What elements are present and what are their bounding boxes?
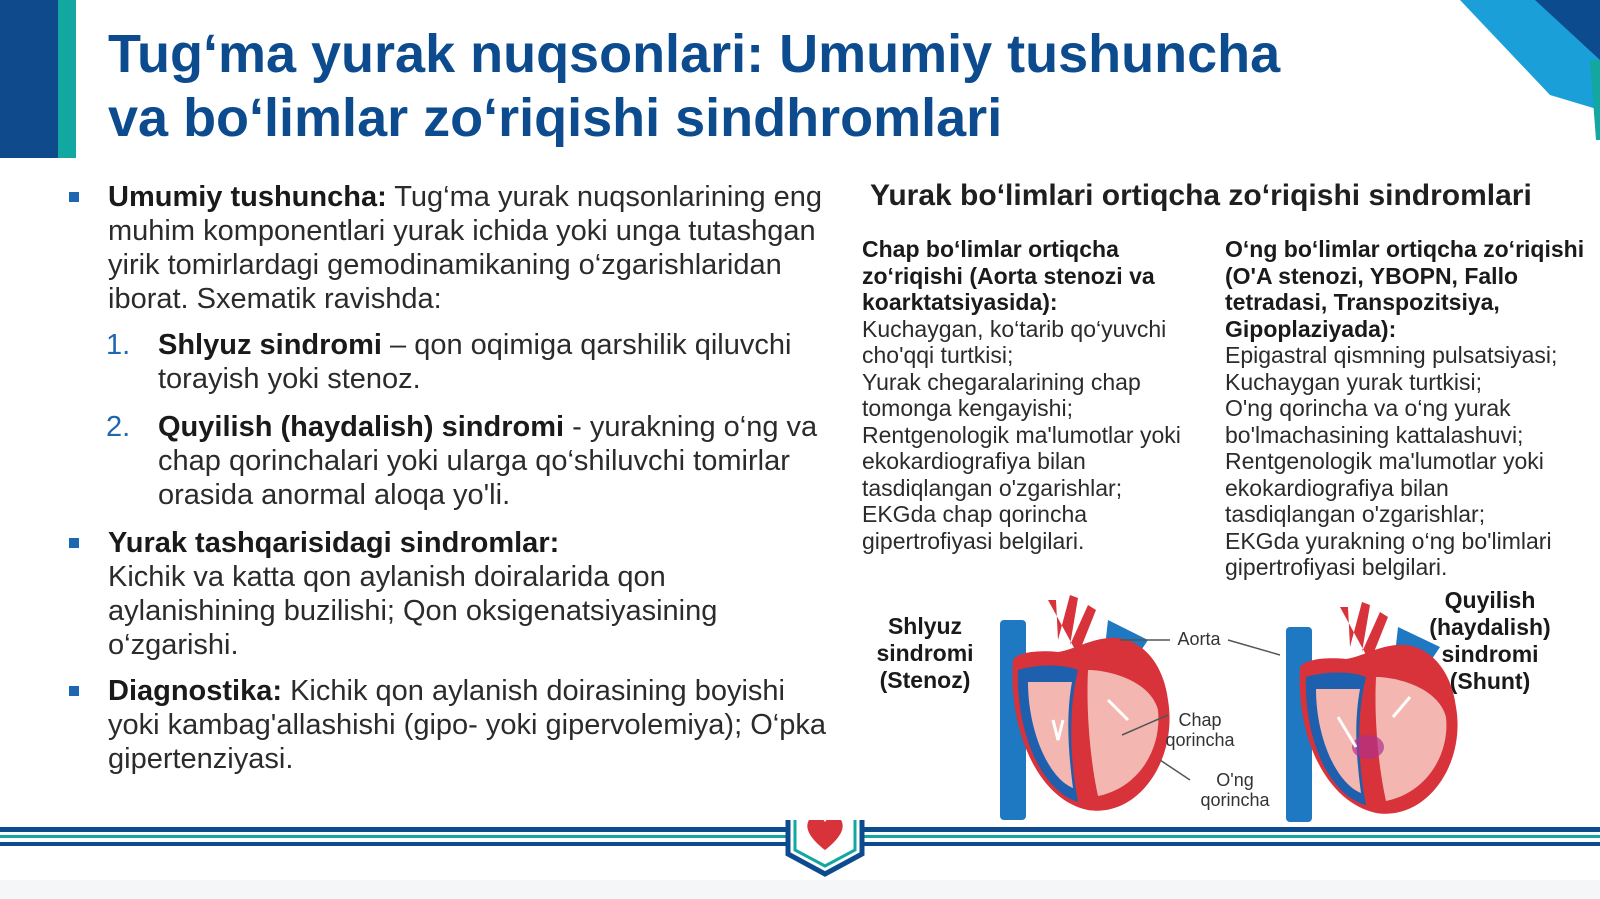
shunt-label-line: (haydalish) <box>1429 614 1551 640</box>
right-ventricle-label <box>1190 770 1280 810</box>
left-overload-line: Yurak chegaralarining chap tomonga kengayishi; <box>862 368 1141 421</box>
bullet-diagnostics <box>66 674 826 776</box>
right-ventricle-label-line: O'ng <box>1216 770 1254 790</box>
right-overload-line: tasdiqlangan o'zgarishlar; <box>1225 501 1486 527</box>
aorta-label: Aorta <box>1177 629 1221 649</box>
bullet-square-icon <box>69 686 79 696</box>
item-number: 2. <box>106 411 131 443</box>
left-overload-line: Kuchaygan, ko‘tarib qo‘yuvchi cho'qqi turtkisi; <box>862 315 1167 368</box>
left-accent-stripe <box>58 0 76 158</box>
corner-decoration <box>1440 0 1600 160</box>
left-ventricle-label <box>1155 710 1245 750</box>
right-overload-column <box>1225 236 1585 581</box>
right-overload-line: Epigastral qismning pulsatsiyasi; <box>1225 342 1558 368</box>
item-text: – qon oqimiga qarshilik qiluvchi torayish yoki stenoz. <box>158 329 792 395</box>
right-overload-line: EKGda yurakning o‘ng bo'limlari <box>1225 527 1552 554</box>
general-concepts <box>66 180 826 788</box>
right-overload-head-line: Gipoplaziyada): <box>1225 315 1397 342</box>
shunt-label-line: (Shunt) <box>1449 668 1531 694</box>
left-overload-line: Rentgenologik ma'lumotlar yoki ekokardiografiya bilan tasdiqlangan o'zgarishlar; <box>862 421 1181 501</box>
bullet-diagnostics-text: Kichik qon aylanish doirasining boyishi yoki kambag'allashishi (gipo- yoki gipervolemiya); O‘pka gipertenziyasi. <box>108 675 826 775</box>
bullet-general <box>66 180 826 316</box>
stenosis-label-line: sindromi <box>876 640 974 666</box>
bullet-extracardiac-text: Kichik va katta qon aylanish doiralarida qon aylanishining buzilishi; Qon oksigenatsiyasining o‘zgarishi. <box>108 561 718 661</box>
right-overload-line: gipertrofiyasi belgilari. <box>1225 554 1448 580</box>
right-overload-line: bo'lmachasining kattalashuvi; <box>1225 421 1524 448</box>
numbered-item-1 <box>66 328 826 396</box>
stenosis-label-line: Shlyuz <box>887 613 963 639</box>
item-head: Quyilish (haydalish) sindromi <box>158 411 565 443</box>
title-line-2: va bo‘limlar zo‘riqishi sindhromlari <box>108 88 1003 148</box>
left-accent-bar <box>0 0 58 158</box>
left-ventricle-label-line: Chap <box>1178 710 1222 730</box>
right-overload-head-line: (O'A stenozi, YBOPN, Fallo <box>1225 262 1519 289</box>
overload-syndromes-title: Yurak bo‘limlari ortiqcha zo‘riqishi sindromlari <box>870 179 1532 212</box>
right-overload-line: ekokardiografiya bilan <box>1225 474 1449 501</box>
right-overload-line: O'ng qorincha va o‘ng yurak <box>1225 395 1511 421</box>
left-overload-line: EKGda chap qorincha gipertrofiyasi belgilari. <box>862 501 1088 554</box>
item-number: 1. <box>106 329 131 361</box>
bullet-general-text: Tug‘ma yurak nuqsonlarining eng muhim komponentlari yurak ichida yoki unga tutashgan yirik tomirlardagi gemodinamikaning o‘zgarishlaridan iborat. Sxematik ravishda: <box>108 181 823 315</box>
title-line-1: Tug‘ma yurak nuqsonlari: Umumiy tushuncha <box>108 24 1281 84</box>
shunt-label-line: Quyilish <box>1444 587 1536 613</box>
right-overload-line: Kuchaygan yurak turtkisi; <box>1225 368 1482 395</box>
bullet-square-icon <box>69 538 79 548</box>
page-title <box>108 22 1428 150</box>
bullet-extracardiac-head: Yurak tashqarisidagi sindromlar: <box>108 527 560 559</box>
bullet-diagnostics-head: Diagnostika: <box>108 675 283 707</box>
right-overload-head-line: tetradasi, Transpozitsiya, <box>1225 289 1500 315</box>
left-overload-head: Chap bo‘limlar ortiqcha zo‘riqishi (Aorta stenozi va koarktatsiyasida): <box>862 236 1155 315</box>
item-head: Shlyuz sindromi <box>158 329 382 361</box>
left-ventricle-label-line: qorincha <box>1165 730 1235 750</box>
bullet-extracardiac <box>66 526 826 662</box>
bullet-general-head: Umumiy tushuncha: <box>108 181 387 213</box>
numbered-item-2 <box>66 410 826 512</box>
right-overload-line: Rentgenologik ma'lumotlar yoki <box>1225 448 1544 474</box>
footer-band <box>0 820 1600 899</box>
right-overload-head-line: O‘ng bo‘limlar ortiqcha zo‘riqishi <box>1225 236 1585 262</box>
shunt-label-line: sindromi <box>1441 641 1539 667</box>
item-text: - yurakning o‘ng va chap qorinchalari yoki ularga qo‘shiluvchi tomirlar orasida anormal aloqa yo'li. <box>158 411 818 511</box>
right-ventricle-label-line: qorincha <box>1200 790 1270 810</box>
left-overload-column <box>862 236 1202 554</box>
heart-diagrams <box>860 585 1600 835</box>
bullet-square-icon <box>69 192 79 202</box>
stenosis-label-line: (Stenoz) <box>879 667 971 693</box>
